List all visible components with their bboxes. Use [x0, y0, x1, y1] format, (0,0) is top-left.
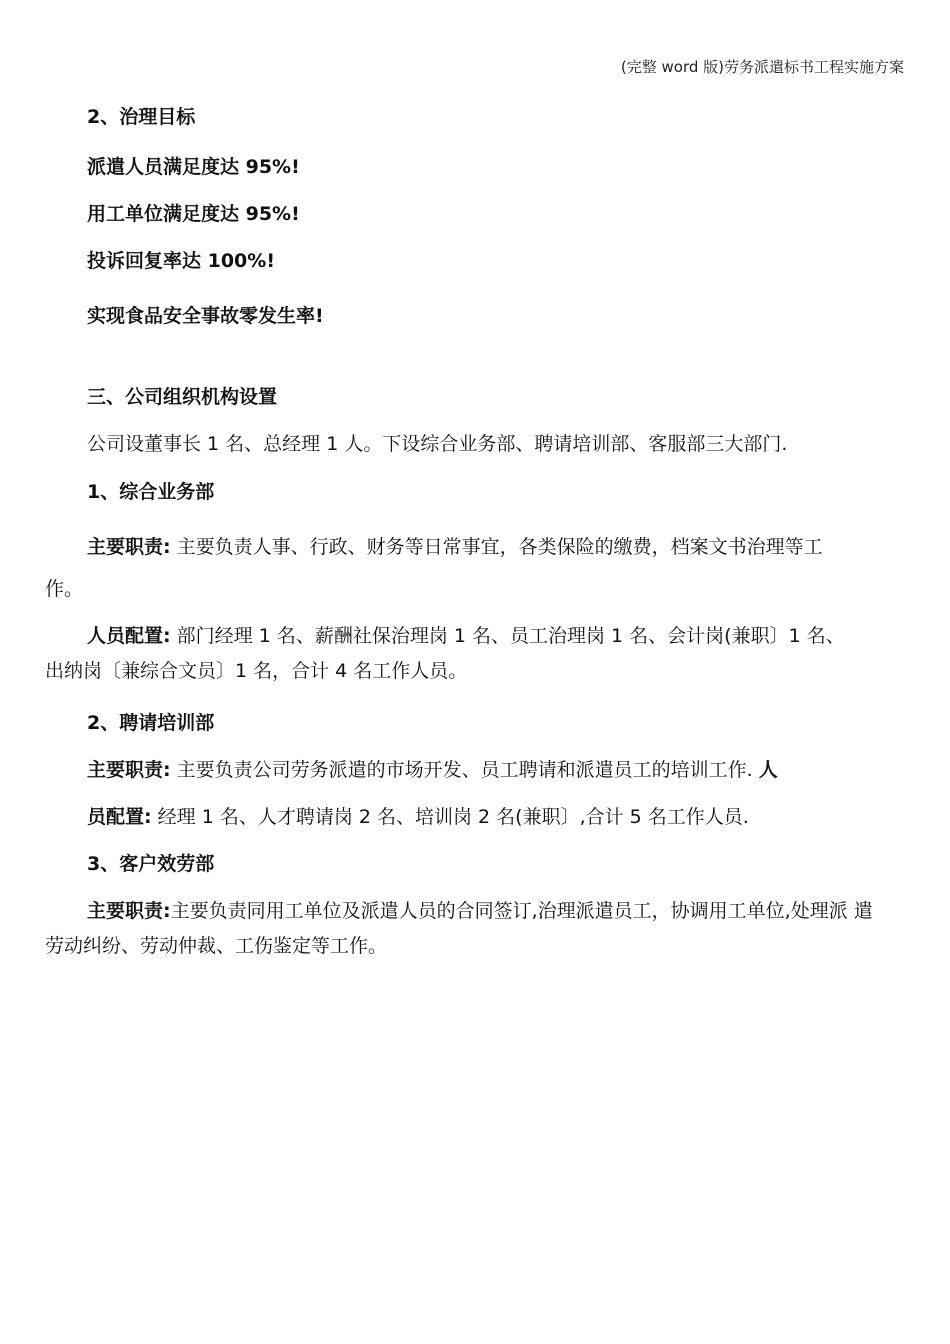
dept1-staff-cont: 出纳岗〔兼综合文员〕1 名，合计 4 名工作人员。	[45, 660, 468, 682]
dept3-duty-text: 主要负责同用工单位及派遣人员的合同签订,治理派遣员工，协调用工单位,处理派 遣	[170, 900, 873, 922]
dept2-duty-label: 主要职责:	[87, 759, 171, 781]
dept3-duty	[87, 898, 873, 924]
goal-item-2: 用工单位满足度达 95%!	[87, 203, 300, 225]
dept3-duty-label: 主要职责:	[87, 900, 171, 922]
goal-item-4: 实现食品安全事故零发生率!	[87, 305, 324, 327]
goals-heading: 2、治理目标	[87, 106, 196, 128]
dept3-duty-cont: 劳动纠纷、劳动仲裁、工伤鉴定等工作。	[45, 935, 388, 957]
dept2-staff-label-b: 员配置:	[87, 806, 152, 828]
dept1-staff-label: 人员配置:	[87, 625, 171, 647]
goal-item-1: 派遣人员满足度达 95%!	[87, 156, 300, 178]
dept2-staff	[87, 804, 749, 830]
dept3-heading: 3、客户效劳部	[87, 853, 215, 875]
dept1-staff	[87, 623, 845, 649]
org-intro: 公司设董事长 1 名、总经理 1 人。下设综合业务部、聘请培训部、客服部三大部门.	[87, 433, 788, 455]
dept1-duty-label: 主要职责:	[87, 536, 171, 558]
dept2-heading: 2、聘请培训部	[87, 712, 215, 734]
dept1-staff-text: 部门经理 1 名、薪酬社保治理岗 1 名、员工治理岗 1 名、会计岗(兼职〕1 名、	[170, 625, 845, 647]
dept2-duty	[87, 757, 778, 783]
org-heading: 三、公司组织机构设置	[87, 386, 278, 408]
dept2-duty-text: 主要负责公司劳务派遣的市场开发、员工聘请和派遣员工的培训工作.	[170, 759, 759, 781]
running-header: (完整 word 版)劳务派遣标书工程实施方案	[620, 58, 904, 76]
goal-item-3: 投诉回复率达 100%!	[87, 250, 275, 272]
dept2-staff-label-a: 人	[758, 759, 778, 781]
dept1-duty-text: 主要负责人事、行政、财务等日常事宜，各类保险的缴费，档案文书治理等工	[170, 536, 823, 558]
dept1-duty	[87, 534, 823, 560]
dept1-heading: 1、综合业务部	[87, 481, 215, 503]
dept2-staff-text: 经理 1 名、人才聘请岗 2 名、培训岗 2 名(兼职〕,合计 5 名工作人员.	[151, 806, 749, 828]
dept1-duty-cont: 作。	[45, 578, 84, 600]
